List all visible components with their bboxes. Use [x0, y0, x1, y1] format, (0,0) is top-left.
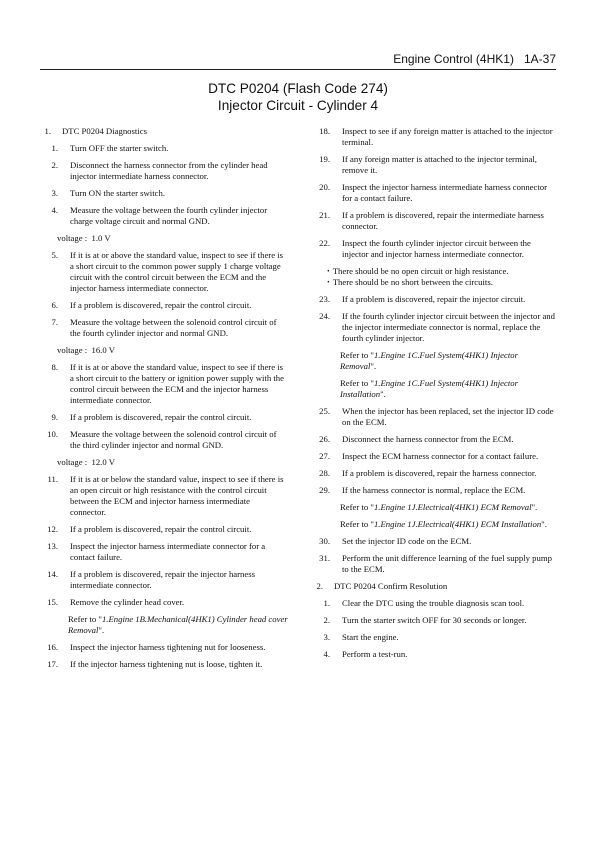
running-header-title: Engine Control (4HK1)	[393, 52, 514, 66]
step-item: 7. Measure the voltage between the solenoid control circuit of the fourth cylinder injector and normal GND.	[51, 317, 277, 338]
step-item: 26. Disconnect the harness connector from the ECM.	[319, 434, 514, 444]
step-item: 29. If the harness connector is normal, replace the ECM.	[319, 485, 526, 495]
reference: Refer to "1.Engine 1J.Electrical(4HK1) ECM Installation".	[340, 519, 547, 529]
step-item: 17. If the injector harness tightening nut is loose, tighten it.	[47, 659, 263, 669]
step-item: 16. Inspect the injector harness tightening nut for looseness.	[47, 642, 266, 652]
reference-link[interactable]: 1.Engine 1J.Electrical(4HK1) ECM Removal	[373, 502, 532, 512]
step-item: 18. Inspect to see if any foreign matter is attached to the injector terminal.	[319, 126, 553, 147]
voltage-spec: voltage : 12.0 V	[57, 457, 115, 467]
confirm-step-item: 3. Start the engine.	[323, 632, 399, 642]
confirm-step-item: 2. Turn the starter switch OFF for 30 seconds or longer.	[323, 615, 527, 625]
step-item: 3. Turn ON the starter switch.	[51, 188, 165, 198]
reference: Refer to "1.Engine 1J.Electrical(4HK1) ECM Removal".	[340, 502, 538, 512]
note-item: ・There should be no short between the circuits.	[324, 277, 493, 287]
reference: Refer to "1.Engine 1C.Fuel System(4HK1) Injector Installation".	[340, 378, 518, 399]
note-item: ・There should be no open circuit or high resistance.	[324, 266, 509, 276]
step-item: 27. Inspect the ECM harness connector for a contact failure.	[319, 451, 539, 461]
reference: Refer to "1.Engine 1B.Mechanical(4HK1) Cylinder head cover Removal".	[68, 614, 288, 635]
reference-link[interactable]: 1.Engine 1C.Fuel System(4HK1) Injector Installation	[340, 378, 518, 399]
step-item: 15. Remove the cylinder head cover.	[47, 597, 185, 607]
step-item: 6. If a problem is discovered, repair the control circuit.	[51, 300, 252, 310]
voltage-spec: voltage : 16.0 V	[57, 345, 115, 355]
step-item: 20. Inspect the injector harness intermediate harness connector for a contact failure.	[319, 182, 548, 203]
confirm-step-item: 1. Clear the DTC using the trouble diagnosis scan tool.	[323, 598, 525, 608]
step-item: 4. Measure the voltage between the fourth cylinder injector charge voltage circuit and normal GND.	[51, 205, 268, 226]
section-heading: 2. DTC P0204 Confirm Resolution	[316, 581, 448, 591]
step-item: 11. If it is at or below the standard value, inspect to see if there is an open circuit or high resistance with the control circuit between the ECM and injector harness intermediate connector.	[47, 474, 284, 517]
section-heading: 1. DTC P0204 Diagnostics	[44, 126, 147, 136]
step-item: 31. Perform the unit difference learning of the fuel supply pump to the ECM.	[319, 553, 552, 574]
document-title-line1: DTC P0204 (Flash Code 274)	[208, 81, 388, 96]
voltage-spec: voltage : 1.0 V	[57, 233, 111, 243]
left-column	[40, 126, 288, 676]
document-title-line2: Injector Circuit - Cylinder 4	[217, 98, 379, 113]
step-item: 2. Disconnect the harness connector from the cylinder head injector intermediate harness connector.	[51, 160, 268, 181]
step-item: 13. Inspect the injector harness intermediate connector for a contact failure.	[47, 541, 266, 562]
step-item: 1. Turn OFF the starter switch.	[51, 143, 169, 153]
confirm-step-item: 4. Perform a test-run.	[323, 649, 408, 659]
step-item: 10. Measure the voltage between the solenoid control circuit of the third cylinder injector and normal GND.	[47, 429, 277, 450]
right-column	[312, 126, 556, 666]
header-rule	[40, 69, 556, 70]
step-item: 8. If it is at or above the standard value, inspect to see if there is a short circuit to the battery or ignition power supply with the control circuit between the ECM and the injector harness intermediate connector.	[51, 362, 285, 405]
step-item: 21. If a problem is discovered, repair the intermediate harness connector.	[319, 210, 544, 231]
step-item: 14. If a problem is discovered, repair the injector harness intermediate connector.	[47, 569, 256, 590]
step-item: 23. If a problem is discovered, repair the injector circuit.	[319, 294, 526, 304]
page-number: 1A-37	[523, 52, 556, 66]
step-item: 9. If a problem is discovered, repair the control circuit.	[51, 412, 252, 422]
step-item: 5. If it is at or above the standard value, inspect to see if there is a short circuit to the common power supply 1 charge voltage circuit with the control circuit between the ECM and the injector harness intermediate connector.	[51, 250, 284, 293]
running-header	[393, 52, 556, 66]
step-item: 28. If a problem is discovered, repair the harness connector.	[319, 468, 537, 478]
step-item: 22. Inspect the fourth cylinder injector circuit between the injector and injector harness intermediate connector.	[319, 238, 531, 259]
reference: Refer to "1.Engine 1C.Fuel System(4HK1) Injector Removal".	[340, 350, 518, 371]
reference-link[interactable]: 1.Engine 1B.Mechanical(4HK1) Cylinder head cover Removal	[68, 614, 288, 635]
step-item: 12. If a problem is discovered, repair the control circuit.	[47, 524, 252, 534]
reference-link[interactable]: 1.Engine 1J.Electrical(4HK1) ECM Installation	[373, 519, 542, 529]
step-item: 25. When the injector has been replaced, set the injector ID code on the ECM.	[319, 406, 554, 427]
step-item: 19. If any foreign matter is attached to the injector terminal, remove it.	[319, 154, 537, 175]
step-item: 24. If the fourth cylinder injector circuit between the injector and the injector intermediate connector is normal, replace the fourth cylinder injector.	[319, 311, 555, 343]
reference-link[interactable]: 1.Engine 1C.Fuel System(4HK1) Injector Removal	[340, 350, 518, 371]
step-item: 30. Set the injector ID code on the ECM.	[319, 536, 472, 546]
